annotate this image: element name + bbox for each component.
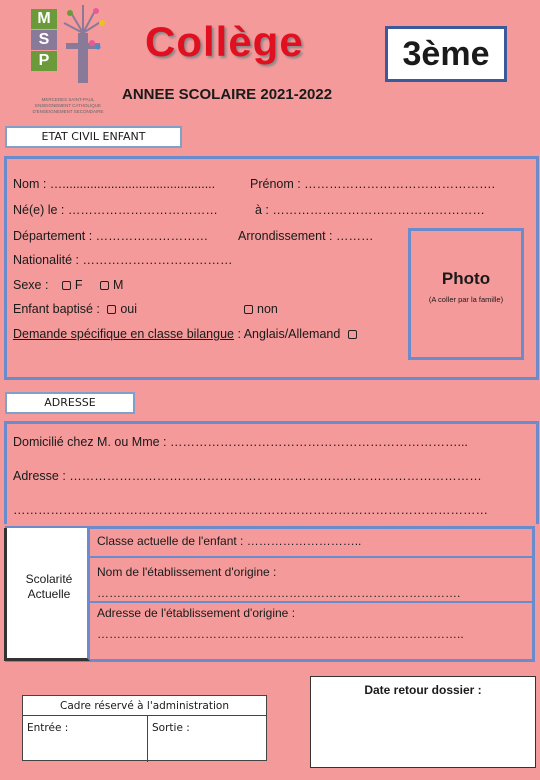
adresse-field[interactable]: Adresse : ………………………………………………………………………………………: [13, 469, 482, 483]
domicilie-field[interactable]: Domicilié chez M. ou Mme : ……………………………………………………………...: [13, 435, 468, 449]
retour-label: Date retour dossier :: [364, 683, 482, 697]
grade-box: 3ème: [385, 26, 507, 82]
birth-date-field[interactable]: Né(e) le : ………………………………: [13, 203, 218, 217]
photo-note: (A coller par la famille): [428, 295, 504, 304]
photo-box: [408, 228, 524, 360]
baptise-non-checkbox[interactable]: [244, 305, 253, 314]
bilangue-checkbox[interactable]: [348, 330, 357, 339]
nationalite-field[interactable]: Nationalité : ………………………………: [13, 253, 233, 267]
baptise-label: Enfant baptisé :: [13, 302, 100, 316]
baptise-non-label: non: [257, 302, 278, 316]
page-title: Collège: [145, 18, 304, 65]
school-logo: [28, 3, 108, 121]
admin-sortie[interactable]: Sortie :: [147, 716, 268, 762]
birth-place-field[interactable]: à : ……………………………………………: [255, 203, 485, 217]
section-adresse-title: ADRESSE: [5, 392, 135, 414]
sexe-label: Sexe :: [13, 278, 49, 292]
retour-box[interactable]: [310, 676, 536, 768]
logo-caption: MERCEDES SAINT-PAUL ENSEIGNEMENT CATHOLIQUE D'ENSEIGNEMENT SECONDAIRE: [32, 97, 104, 114]
logo-letter-m: M: [31, 9, 57, 29]
baptise-non-row: [240, 302, 278, 316]
admin-box: [22, 695, 267, 761]
tree-icon: [58, 3, 108, 83]
arrondissement-field[interactable]: Arrondissement : ………: [238, 229, 374, 243]
baptise-oui-label: oui: [120, 302, 138, 316]
baptise-row: [13, 302, 137, 316]
scolarite-divider: [90, 601, 534, 603]
scolarite-label: Scolarité Actuelle: [25, 572, 73, 601]
baptise-oui-checkbox[interactable]: [107, 305, 116, 314]
sexe-m-checkbox[interactable]: [100, 281, 109, 290]
sexe-m-label: M: [113, 278, 124, 292]
sexe-f-checkbox[interactable]: [62, 281, 71, 290]
classe-field[interactable]: Classe actuelle de l'enfant : ………………………..: [97, 534, 362, 548]
departement-field[interactable]: Département : ………………………: [13, 229, 209, 243]
logo-letter-s: S: [31, 30, 57, 50]
scolarite-label-box: [4, 528, 90, 661]
bilangue-options: : Anglais/Allemand: [233, 327, 341, 341]
admin-entree[interactable]: Entrée :: [27, 722, 69, 734]
bilangue-label: Demande spécifique en classe bilangue: [13, 327, 234, 341]
etab-adresse-label: Adresse de l'établissement d'origine :: [97, 606, 296, 620]
logo-letters: [31, 9, 57, 72]
photo-title: Photo: [441, 269, 491, 288]
etab-adresse-field[interactable]: ………………………………………………………………………………..: [97, 627, 464, 641]
sexe-row: [13, 278, 123, 292]
bilangue-row: [13, 327, 361, 341]
etab-nom-label: Nom de l'établissement d'origine :: [97, 565, 277, 579]
adresse-cont-field[interactable]: ……………………………………………………………………………………………………: [13, 503, 488, 517]
prenom-field[interactable]: Prénom : ……………………………………….: [250, 177, 496, 191]
logo-letter-p: P: [31, 51, 57, 71]
section-civil-title: ETAT CIVIL ENFANT: [5, 126, 182, 148]
school-year: ANNEE SCOLAIRE 2021-2022: [122, 86, 333, 103]
sexe-f-label: F: [74, 278, 83, 292]
admin-title: Cadre réservé à l'administration: [23, 696, 266, 716]
etab-nom-field[interactable]: ……………………………………………………………………………….: [97, 586, 461, 600]
nom-field[interactable]: Nom : …............................................: [13, 177, 216, 191]
scolarite-divider: [90, 556, 534, 558]
